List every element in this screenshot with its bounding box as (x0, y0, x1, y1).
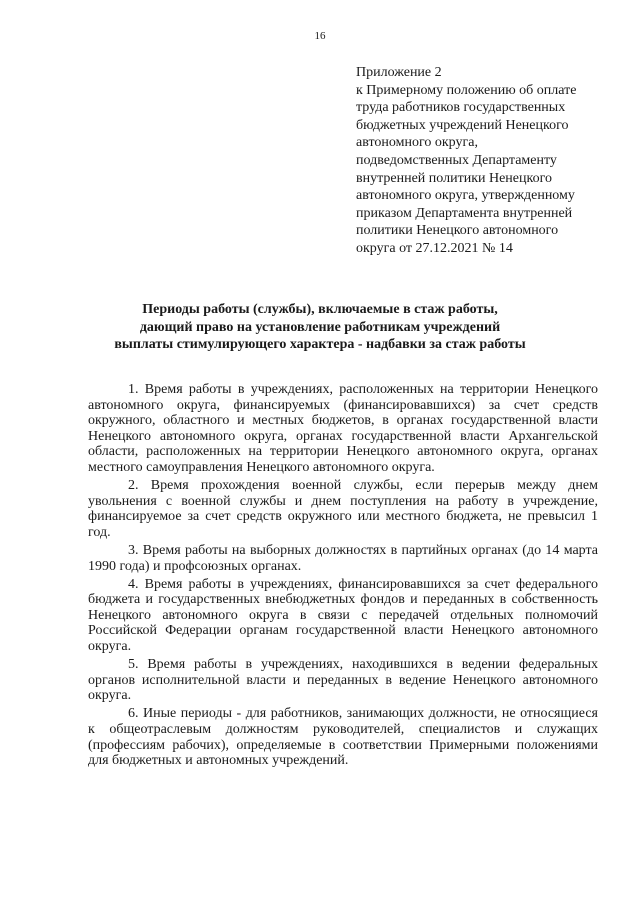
appendix-line: политики Ненецкого автономного (356, 223, 559, 239)
appendix-line: бюджетных учреждений Ненецкого (356, 117, 569, 133)
heading-line: Периоды работы (службы), включаемые в стаж работы, (142, 302, 498, 317)
heading-line: дающий право на установление работникам учреждений (139, 319, 501, 335)
page-number: 16 (314, 30, 326, 42)
appendix-line: автономного округа, утвержденному (356, 188, 575, 204)
document-body (88, 382, 598, 771)
appendix-line: автономного округа, (356, 135, 478, 151)
heading-line: выплаты стимулирующего характера - надбавки за стаж работы (114, 337, 526, 352)
list-item: 4. Время работы в учреждениях, финансировавшихся за счет федерального бюджета и государственных внебюджетных фондов и переданных в собственность Ненецкого автономного округа в связи с передачей отдельных полномочий Российской Федерации органам государственной власти Ненецкого автономного округа. (88, 576, 598, 654)
list-item: 6. Иные периоды - для работников, занимающих должности, не относящиеся к общеотраслевым должностям руководителей, специалистов и служащих (профессиям рабочих), определяемые в соответствии Примерными положениями для бюджетных и автономных учреждений. (88, 706, 598, 769)
list-item: 2. Время прохождения военной службы, если перерыв между днем увольнения с военной службы и днем поступления на работу в учреждение, финансируемое за счет средств окружного или местного бюджета, не превысил 1 год. (88, 478, 598, 540)
appendix-line: Приложение 2 (356, 65, 442, 80)
list-item: 5. Время работы в учреждениях, находившихся в ведении федеральных органов исполнительной власти и переданных в ведение Ненецкого автономного округа. (88, 657, 598, 704)
appendix-line: приказом Департамента внутренней (356, 205, 573, 221)
appendix-line: округа от 27.12.2021 № 14 (356, 240, 513, 256)
appendix-line: внутренней политики Ненецкого (356, 170, 552, 186)
appendix-line: труда работников государственных (356, 100, 566, 116)
appendix-line: подведомственных Департаменту (356, 152, 557, 168)
list-item: 1. Время работы в учреждениях, расположенных на территории Ненецкого автономного округа, финансируемых (финансировавшихся) за счет средств окружного, областного и местных бюджетов, в органах государственной власти Ненецкого автономного округа, органах государственной власти Архангельской области, расположенных на территории Ненецкого автономного округа, органах местного самоуправления Ненецкого автономного округа. (88, 382, 598, 475)
appendix-note (356, 64, 606, 258)
list-item: 3. Время работы на выборных должностях в партийных органах (до 14 марта 1990 года) и профсоюзных органах. (88, 542, 598, 574)
document-heading (60, 301, 580, 354)
appendix-line: к Примерному положению об оплате (356, 82, 577, 98)
